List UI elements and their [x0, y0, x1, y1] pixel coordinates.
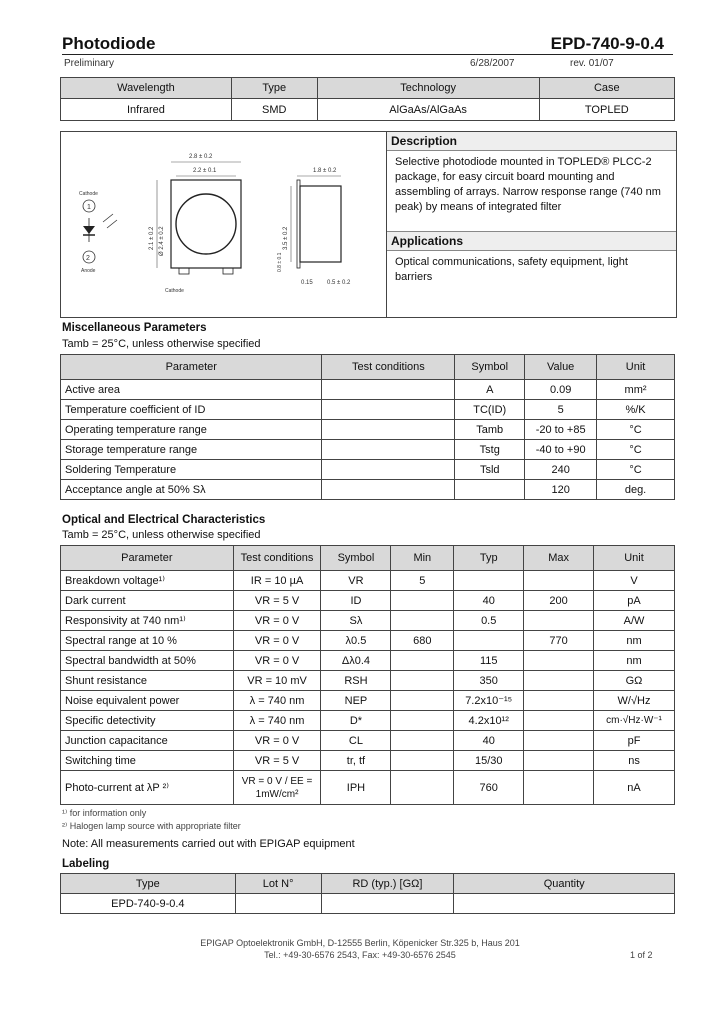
cond-cell: VR = 0 V: [233, 631, 321, 651]
lead-pad: [179, 268, 189, 274]
typ-cell: [454, 571, 524, 591]
symbol-cell: tr, tf: [321, 751, 391, 771]
symbol-cell: CL: [321, 731, 391, 751]
unit-cell: nm: [594, 651, 675, 671]
labeling-cell: [235, 894, 321, 914]
value-cell: -20 to +85: [525, 420, 597, 440]
symbol-cell: IPH: [321, 771, 391, 805]
table-row: [61, 894, 675, 914]
unit-cell: nA: [594, 771, 675, 805]
table-row: [61, 711, 675, 731]
dim-label: 1.8 ± 0.2: [313, 168, 337, 174]
description-box: [386, 131, 677, 318]
value-cell: 0.09: [525, 380, 597, 400]
cond-cell: VR = 0 V / EE = 1mW/cm²: [233, 771, 321, 805]
optical-header: Typ: [454, 546, 524, 571]
cond-cell: VR = 0 V: [233, 731, 321, 751]
param-cell: Shunt resistance: [61, 671, 234, 691]
unit-cell: °C: [597, 440, 675, 460]
date-label: 6/28/2007: [470, 58, 515, 69]
symbol-cell: Δλ0.4: [321, 651, 391, 671]
anode-label: Anode: [81, 268, 96, 274]
misc-header: Test conditions: [322, 355, 455, 380]
labeling-cell: EPD-740-9-0.4: [61, 894, 236, 914]
cond-cell: VR = 5 V: [233, 591, 321, 611]
symbol-cell: λ0.5: [321, 631, 391, 651]
table-row: [61, 571, 675, 591]
param-cell: Active area: [61, 380, 322, 400]
unit-cell: nm: [594, 631, 675, 651]
applications-heading: Applications: [387, 231, 676, 251]
cond-cell: [322, 420, 455, 440]
param-cell: Breakdown voltage¹⁾: [61, 571, 234, 591]
lead-pad: [223, 268, 233, 274]
labeling-cell: [454, 894, 675, 914]
typ-cell: 0.5: [454, 611, 524, 631]
labeling-header: RD (typ.) [GΩ]: [321, 874, 454, 894]
dim-label: 2.2 ± 0.1: [193, 168, 217, 174]
cond-cell: IR = 10 µA: [233, 571, 321, 591]
applications-text: Optical communications, safety equipment, light barriers: [395, 256, 628, 283]
part-number: EPD-740-9-0.4: [550, 34, 664, 53]
typ-cell: 7.2x10⁻¹⁵: [454, 691, 524, 711]
labeling-header: Type: [61, 874, 236, 894]
misc-condition: Tamb = 25°C, unless otherwise specified: [62, 338, 261, 350]
package-drawing-svg: [61, 132, 386, 317]
typ-cell: 760: [454, 771, 524, 805]
unit-cell: °C: [597, 460, 675, 480]
summary-header: Technology: [317, 78, 539, 99]
typ-cell: 115: [454, 651, 524, 671]
param-cell: Photo-current at λP ²⁾: [61, 771, 234, 805]
cathode-bottom-label: Cathode: [165, 288, 184, 294]
pin2-label: 2: [86, 255, 90, 262]
typ-cell: 15/30: [454, 751, 524, 771]
light-arrow: [103, 214, 113, 222]
unit-cell: GΩ: [594, 671, 675, 691]
table-row: [61, 400, 675, 420]
footer-company: EPIGAP Optoelektronik GmbH, D-12555 Berlin, Köpenicker Str.325 b, Haus 201: [200, 938, 520, 948]
light-arrow: [107, 220, 117, 228]
max-cell: [524, 731, 594, 751]
cond-cell: [322, 480, 455, 500]
optical-heading: Optical and Electrical Characteristics: [62, 514, 266, 526]
value-cell: 5: [525, 400, 597, 420]
status-label: Preliminary: [64, 58, 115, 69]
labeling-table: [60, 873, 675, 914]
table-row: [61, 691, 675, 711]
dim-label: 0.8 ± 0.1: [277, 252, 283, 272]
unit-cell: pA: [594, 591, 675, 611]
unit-cell: %/K: [597, 400, 675, 420]
labeling-header: Quantity: [454, 874, 675, 894]
param-cell: Noise equivalent power: [61, 691, 234, 711]
min-cell: [391, 591, 454, 611]
misc-table: [60, 354, 675, 500]
typ-cell: [454, 631, 524, 651]
page-number: 1 of 2: [630, 950, 653, 960]
cond-cell: VR = 0 V: [233, 611, 321, 631]
dim-label: 2.1 ± 0.2: [149, 226, 155, 250]
page-title: Photodiode: [62, 34, 156, 53]
min-cell: 680: [391, 631, 454, 651]
max-cell: 200: [524, 591, 594, 611]
min-cell: [391, 751, 454, 771]
optical-header: Symbol: [321, 546, 391, 571]
param-cell: Specific detectivity: [61, 711, 234, 731]
table-row: [61, 631, 675, 651]
min-cell: [391, 671, 454, 691]
table-row: [61, 460, 675, 480]
dim-label: 2.8 ± 0.2: [189, 154, 213, 160]
max-cell: [524, 611, 594, 631]
param-cell: Dark current: [61, 591, 234, 611]
cond-cell: [322, 440, 455, 460]
description-text: Selective photodiode mounted in TOPLED® PLCC-2 package, for easy circuit board mounting and assembling of arrays. Narrow response range (740 nm peak) by means of integrated filter: [395, 156, 661, 213]
pin1-label: 1: [87, 204, 91, 211]
summary-table: [60, 77, 675, 121]
dim-label: 3.5 ± 0.2: [283, 226, 289, 250]
misc-header: Unit: [597, 355, 675, 380]
param-cell: Responsivity at 740 nm¹⁾: [61, 611, 234, 631]
cathode-label: Cathode: [79, 191, 98, 197]
summary-header: Wavelength: [61, 78, 232, 99]
revision-label: rev. 01/07: [570, 58, 614, 69]
min-cell: [391, 711, 454, 731]
min-cell: 5: [391, 571, 454, 591]
cond-cell: λ = 740 nm: [233, 691, 321, 711]
typ-cell: 4.2x10¹²: [454, 711, 524, 731]
max-cell: [524, 571, 594, 591]
table-row: [61, 751, 675, 771]
param-cell: Temperature coefficient of ID: [61, 400, 322, 420]
symbol-cell: A: [455, 380, 525, 400]
footnote: ²⁾ Halogen lamp source with appropriate filter: [62, 821, 241, 831]
cond-cell: VR = 0 V: [233, 651, 321, 671]
footer-contact: Tel.: +49-30-6576 2543, Fax: +49-30-6576 2545: [264, 950, 456, 960]
summary-cell: AlGaAs/AlGaAs: [317, 99, 539, 121]
max-cell: [524, 771, 594, 805]
min-cell: [391, 651, 454, 671]
param-cell: Junction capacitance: [61, 731, 234, 751]
param-cell: Storage temperature range: [61, 440, 322, 460]
unit-cell: deg.: [597, 480, 675, 500]
misc-header: Value: [525, 355, 597, 380]
table-row: [61, 611, 675, 631]
cond-cell: [322, 400, 455, 420]
misc-header: Symbol: [455, 355, 525, 380]
optical-table: [60, 545, 675, 805]
summary-header: Type: [231, 78, 317, 99]
table-row: [61, 591, 675, 611]
symbol-cell: RSH: [321, 671, 391, 691]
misc-header: Parameter: [61, 355, 322, 380]
unit-cell: A/W: [594, 611, 675, 631]
symbol-cell: [455, 480, 525, 500]
typ-cell: 40: [454, 731, 524, 751]
param-cell: Soldering Temperature: [61, 460, 322, 480]
table-row: [61, 671, 675, 691]
symbol-cell: Tstg: [455, 440, 525, 460]
summary-cell: SMD: [231, 99, 317, 121]
summary-header: Case: [539, 78, 674, 99]
misc-heading: Miscellaneous Parameters: [62, 322, 207, 334]
max-cell: [524, 691, 594, 711]
description-heading: Description: [387, 132, 676, 151]
unit-cell: mm²: [597, 380, 675, 400]
table-row: [61, 731, 675, 751]
side-outline: [300, 186, 341, 262]
cond-cell: VR = 5 V: [233, 751, 321, 771]
max-cell: [524, 711, 594, 731]
param-cell: Spectral range at 10 %: [61, 631, 234, 651]
max-cell: [524, 651, 594, 671]
package-drawing: [60, 131, 387, 318]
unit-cell: ns: [594, 751, 675, 771]
cond-cell: [322, 460, 455, 480]
param-cell: Acceptance angle at 50% Sλ: [61, 480, 322, 500]
optical-header: Min: [391, 546, 454, 571]
symbol-cell: ID: [321, 591, 391, 611]
typ-cell: 40: [454, 591, 524, 611]
unit-cell: pF: [594, 731, 675, 751]
min-cell: [391, 611, 454, 631]
dim-label: Ø 2.4 ± 0.2: [159, 226, 165, 256]
unit-cell: W/√Hz: [594, 691, 675, 711]
cond-cell: VR = 10 mV: [233, 671, 321, 691]
unit-cell: V: [594, 571, 675, 591]
typ-cell: 350: [454, 671, 524, 691]
symbol-cell: Tamb: [455, 420, 525, 440]
header-rule: [62, 54, 673, 55]
value-cell: 120: [525, 480, 597, 500]
optical-header: Parameter: [61, 546, 234, 571]
symbol-cell: Tsld: [455, 460, 525, 480]
dim-label: 0.15: [301, 280, 313, 286]
optical-header: Max: [524, 546, 594, 571]
summary-cell: TOPLED: [539, 99, 674, 121]
param-cell: Operating temperature range: [61, 420, 322, 440]
max-cell: [524, 671, 594, 691]
min-cell: [391, 691, 454, 711]
optical-header: Test conditions: [233, 546, 321, 571]
value-cell: 240: [525, 460, 597, 480]
symbol-cell: D*: [321, 711, 391, 731]
min-cell: [391, 771, 454, 805]
unit-cell: °C: [597, 420, 675, 440]
footnote: ¹⁾ for information only: [62, 808, 147, 818]
optical-condition: Tamb = 25°C, unless otherwise specified: [62, 529, 261, 541]
lens-outline: [176, 194, 236, 254]
table-row: [61, 771, 675, 805]
table-row: [61, 380, 675, 400]
measurement-note: Note: All measurements carried out with EPIGAP equipment: [62, 838, 355, 850]
labeling-cell: [321, 894, 454, 914]
table-row: [61, 651, 675, 671]
symbol-cell: VR: [321, 571, 391, 591]
table-row: [61, 420, 675, 440]
labeling-heading: Labeling: [62, 858, 110, 870]
max-cell: [524, 751, 594, 771]
min-cell: [391, 731, 454, 751]
param-cell: Spectral bandwidth at 50%: [61, 651, 234, 671]
table-row: [61, 440, 675, 460]
unit-cell: cm·√Hz·W⁻¹: [594, 711, 675, 731]
optical-header: Unit: [594, 546, 675, 571]
summary-cell: Infrared: [61, 99, 232, 121]
package-outline: [171, 180, 241, 268]
symbol-cell: TC(ID): [455, 400, 525, 420]
symbol-cell: NEP: [321, 691, 391, 711]
value-cell: -40 to +90: [525, 440, 597, 460]
symbol-cell: Sλ: [321, 611, 391, 631]
dim-label: 0.5 ± 0.2: [327, 280, 351, 286]
table-row: [61, 480, 675, 500]
param-cell: Switching time: [61, 751, 234, 771]
max-cell: 770: [524, 631, 594, 651]
cond-cell: λ = 740 nm: [233, 711, 321, 731]
cond-cell: [322, 380, 455, 400]
labeling-header: Lot N°: [235, 874, 321, 894]
